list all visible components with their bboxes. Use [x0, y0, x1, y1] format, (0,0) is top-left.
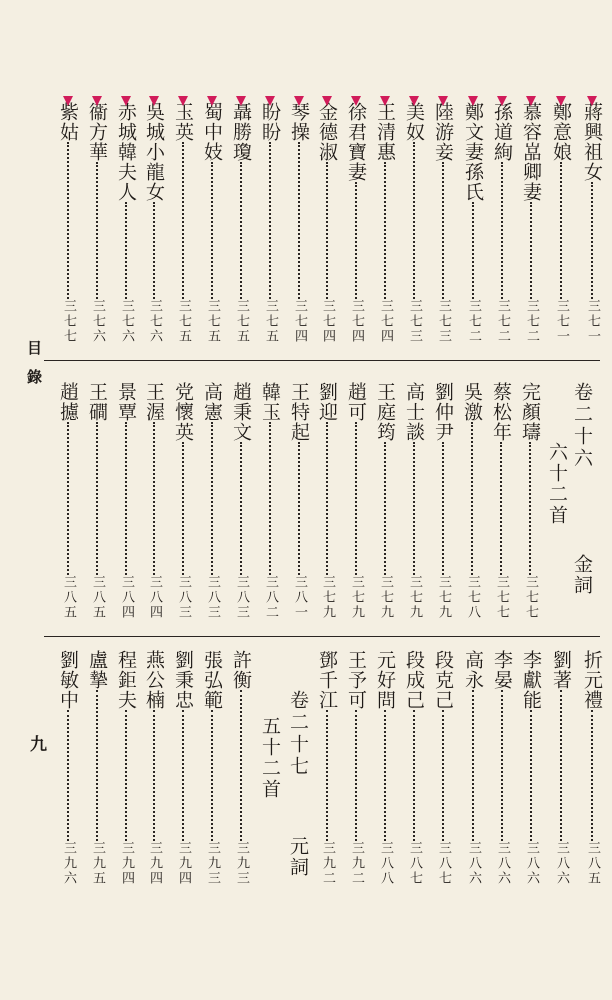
leader-dots	[67, 422, 69, 575]
toc-entry	[517, 650, 545, 894]
entry-name: 折元禮	[581, 650, 603, 710]
red-tab-marker	[556, 96, 566, 106]
toc-entry	[459, 102, 487, 352]
leader-dots	[500, 442, 502, 575]
entry-page: 三八五	[90, 575, 105, 620]
running-head: 目錄	[25, 340, 43, 398]
toc-entry	[516, 382, 544, 628]
entry-page: 三八五	[585, 841, 600, 886]
entry-page: 三七四	[349, 299, 364, 344]
leader-dots	[326, 422, 328, 575]
toc-entry	[256, 102, 284, 352]
red-tab-marker	[149, 96, 159, 106]
entry-name: 劉敏中	[57, 650, 79, 710]
leader-dots	[384, 710, 386, 841]
entry-page: 三七四	[320, 299, 335, 344]
entry-page: 三九二	[320, 841, 335, 886]
entry-name: 王予可	[345, 650, 367, 710]
entry-page: 三八三	[234, 575, 249, 620]
entry-page: 三七五	[205, 299, 220, 344]
entry-page: 三七四	[292, 299, 307, 344]
leader-dots	[211, 710, 213, 841]
entry-name: 蔣興祖女	[581, 102, 603, 182]
entry-page: 三七七	[523, 575, 538, 620]
leader-dots	[501, 162, 503, 299]
volume-heading: 卷二十七	[287, 690, 309, 778]
toc-entry	[285, 382, 313, 628]
entry-name: 鄭意娘	[550, 102, 572, 162]
page-number: 九	[26, 735, 46, 752]
entry-name: 玉英	[172, 102, 194, 142]
leader-dots	[560, 690, 562, 841]
entry-page: 三七九	[320, 575, 335, 620]
dynasty-tag: 元詞	[287, 836, 309, 878]
leader-dots	[125, 710, 127, 841]
toc-entry	[488, 102, 516, 352]
entry-name: 高憲	[201, 382, 223, 422]
entry-page: 三九四	[176, 841, 191, 886]
entry-page: 三七二	[495, 299, 510, 344]
leader-dots	[355, 422, 357, 575]
entry-name: 美奴	[403, 102, 425, 142]
leader-dots	[413, 142, 415, 299]
toc-entry	[342, 650, 370, 894]
leader-dots	[298, 442, 300, 575]
entry-name: 王渥	[143, 382, 165, 422]
entry-page: 三八一	[292, 575, 307, 620]
entry-name: 孫道絢	[491, 102, 513, 162]
leader-dots	[182, 710, 184, 841]
leader-dots	[269, 142, 271, 299]
toc-entry	[371, 102, 399, 352]
entry-name: 盼盼	[259, 102, 281, 142]
toc-entry	[227, 650, 255, 894]
entry-name: 党懷英	[172, 382, 194, 442]
toc-entry	[429, 650, 457, 894]
leader-dots	[298, 142, 300, 299]
entry-name: 慕容嵓卿妻	[520, 102, 542, 202]
entry-name: 高永	[462, 650, 484, 690]
entry-page: 三七一	[585, 299, 600, 344]
toc-entry	[578, 102, 606, 352]
entry-page: 三八四	[119, 575, 134, 620]
toc-entry	[83, 382, 111, 628]
entry-page: 三七五	[234, 299, 249, 344]
entry-page: 三八六	[554, 841, 569, 886]
entry-page: 三八七	[436, 841, 451, 886]
entry-name: 完顏璹	[519, 382, 541, 442]
red-tab-marker	[178, 96, 188, 106]
entry-name: 紫姑	[57, 102, 79, 142]
toc-entry	[517, 102, 545, 352]
toc-entry	[313, 382, 341, 628]
entry-page: 三八三	[176, 575, 191, 620]
entry-name: 王庭筠	[374, 382, 396, 442]
entry-page: 三九三	[205, 841, 220, 886]
leader-dots	[530, 710, 532, 841]
entry-name: 趙可	[345, 382, 367, 422]
leader-dots	[211, 422, 213, 575]
entry-name: 王清惠	[374, 102, 396, 162]
entry-page: 三七一	[554, 299, 569, 344]
entry-name: 劉仲尹	[432, 382, 454, 442]
entry-page: 三七九	[407, 575, 422, 620]
entry-name: 吳激	[461, 382, 483, 422]
red-tab-marker	[322, 96, 332, 106]
entry-page: 三七六	[119, 299, 134, 344]
toc-entry	[83, 102, 111, 352]
dynasty-tag: 金詞	[571, 554, 593, 596]
entry-name: 高士談	[403, 382, 425, 442]
entry-page: 三九五	[90, 841, 105, 886]
entry-page: 三八二	[263, 575, 278, 620]
toc-entry	[227, 102, 255, 352]
toc-entry	[140, 650, 168, 894]
leader-dots	[182, 442, 184, 575]
entry-name: 程鉅夫	[115, 650, 137, 710]
leader-dots	[96, 690, 98, 841]
toc-entry	[83, 650, 111, 894]
entry-name: 盧摯	[86, 650, 108, 690]
toc-entry	[169, 102, 197, 352]
red-tab-marker	[409, 96, 419, 106]
leader-dots	[472, 202, 474, 299]
poem-count: 五十二首	[259, 716, 281, 800]
entry-name: 劉秉忠	[172, 650, 194, 710]
entry-name: 張弘範	[201, 650, 223, 710]
entry-name: 趙攄	[57, 382, 79, 422]
red-tab-marker	[526, 96, 536, 106]
toc-entry	[54, 382, 82, 628]
leader-dots	[384, 162, 386, 299]
leader-dots	[471, 422, 473, 575]
leader-dots	[240, 690, 242, 841]
entry-page: 三九二	[349, 841, 364, 886]
toc-entry	[112, 102, 140, 352]
red-tab-marker	[265, 96, 275, 106]
entry-name: 劉著	[550, 650, 572, 690]
leader-dots	[153, 202, 155, 299]
entry-page: 三七六	[90, 299, 105, 344]
leader-dots	[240, 442, 242, 575]
red-tab-marker	[207, 96, 217, 106]
leader-dots	[355, 710, 357, 841]
red-tab-marker	[438, 96, 448, 106]
leader-dots	[501, 690, 503, 841]
toc-entry	[140, 382, 168, 628]
toc-entry	[198, 650, 226, 894]
entry-page: 三八五	[61, 575, 76, 620]
entry-page: 三七四	[378, 299, 393, 344]
red-tab-marker	[294, 96, 304, 106]
entry-name: 赤城韓夫人	[115, 102, 137, 202]
leader-dots	[529, 442, 531, 575]
toc-entry	[112, 650, 140, 894]
toc-entry	[578, 650, 606, 894]
entry-page: 三七五	[176, 299, 191, 344]
toc-entry	[169, 382, 197, 628]
entry-page: 三七七	[494, 575, 509, 620]
entry-page: 三八六	[495, 841, 510, 886]
toc-entry	[169, 650, 197, 894]
entry-page: 三七六	[147, 299, 162, 344]
toc-entry	[313, 102, 341, 352]
red-tab-marker	[351, 96, 361, 106]
red-tab-marker	[380, 96, 390, 106]
leader-dots	[153, 422, 155, 575]
entry-page: 三八三	[205, 575, 220, 620]
entry-page: 三七五	[263, 299, 278, 344]
leader-dots	[384, 442, 386, 575]
entry-page: 三七七	[61, 299, 76, 344]
leader-dots	[96, 162, 98, 299]
entry-page: 三八七	[407, 841, 422, 886]
toc-entry	[140, 102, 168, 352]
toc-entry	[400, 382, 428, 628]
leader-dots	[442, 162, 444, 299]
entry-page: 三七九	[378, 575, 393, 620]
poem-count: 六十二首	[546, 442, 568, 526]
toc-entry	[371, 382, 399, 628]
rule-top	[44, 360, 600, 361]
toc-entry	[227, 382, 255, 628]
entry-page: 三七三	[436, 299, 451, 344]
entry-page: 三八八	[378, 841, 393, 886]
leader-dots	[211, 162, 213, 299]
toc-entry	[429, 102, 457, 352]
entry-page: 三八六	[524, 841, 539, 886]
red-tab-marker	[92, 96, 102, 106]
red-tab-marker	[236, 96, 246, 106]
entry-page: 三八四	[147, 575, 162, 620]
leader-dots	[96, 422, 98, 575]
entry-page: 三七二	[466, 299, 481, 344]
toc-entry	[459, 650, 487, 894]
toc-entry	[458, 382, 486, 628]
entry-page: 三七九	[349, 575, 364, 620]
entry-name: 蔡松年	[490, 382, 512, 442]
leader-dots	[125, 422, 127, 575]
entry-name: 金德淑	[316, 102, 338, 162]
toc-entry	[54, 650, 82, 894]
toc-entry	[371, 650, 399, 894]
entry-name: 衞方華	[86, 102, 108, 162]
red-tab-marker	[468, 96, 478, 106]
toc-entry	[488, 650, 516, 894]
entry-name: 景覃	[115, 382, 137, 422]
leader-dots	[560, 162, 562, 299]
leader-dots	[326, 710, 328, 841]
toc-entry	[285, 102, 313, 352]
entry-name: 陸游妾	[432, 102, 454, 162]
entry-name: 王特起	[288, 382, 310, 442]
toc-entry	[256, 382, 284, 628]
toc-entry	[487, 382, 515, 628]
entry-name: 元好問	[374, 650, 396, 710]
entry-page: 三九四	[119, 841, 134, 886]
entry-name: 段成己	[403, 650, 425, 710]
entry-page: 三九四	[147, 841, 162, 886]
entry-name: 李晏	[491, 650, 513, 690]
entry-name: 趙秉文	[230, 382, 252, 442]
leader-dots	[442, 710, 444, 841]
toc-entry	[313, 650, 341, 894]
entry-name: 鄧千江	[316, 650, 338, 710]
leader-dots	[472, 690, 474, 841]
leader-dots	[240, 162, 242, 299]
toc-entry	[112, 382, 140, 628]
toc-entry	[342, 382, 370, 628]
red-tab-marker	[63, 96, 73, 106]
rule-bottom	[44, 636, 600, 637]
entry-name: 琴操	[288, 102, 310, 142]
entry-page: 三八六	[466, 841, 481, 886]
red-tab-marker	[121, 96, 131, 106]
leader-dots	[153, 710, 155, 841]
toc-entry	[400, 102, 428, 352]
entry-page: 三七三	[407, 299, 422, 344]
entry-page: 三九六	[61, 841, 76, 886]
toc-entry	[547, 650, 575, 894]
leader-dots	[530, 202, 532, 299]
entry-name: 劉迎	[316, 382, 338, 422]
toc-entry	[400, 650, 428, 894]
entry-name: 蜀中妓	[201, 102, 223, 162]
leader-dots	[182, 142, 184, 299]
toc-entry	[54, 102, 82, 352]
entry-name: 燕公楠	[143, 650, 165, 710]
entry-name: 李獻能	[520, 650, 542, 710]
leader-dots	[591, 710, 593, 841]
red-tab-marker	[497, 96, 507, 106]
red-tab-marker	[587, 96, 597, 106]
leader-dots	[413, 442, 415, 575]
entry-name: 韓玉	[259, 382, 281, 422]
entry-name: 王磵	[86, 382, 108, 422]
entry-name: 聶勝瓊	[230, 102, 252, 162]
leader-dots	[67, 142, 69, 299]
entry-page: 三九三	[234, 841, 249, 886]
leader-dots	[269, 422, 271, 575]
leader-dots	[591, 182, 593, 299]
entry-name: 鄭文妻孫氏	[462, 102, 484, 202]
entry-page: 三七九	[436, 575, 451, 620]
toc-entry	[342, 102, 370, 352]
entry-page: 三七二	[524, 299, 539, 344]
entry-page: 三七八	[465, 575, 480, 620]
leader-dots	[67, 710, 69, 841]
leader-dots	[442, 442, 444, 575]
toc-entry	[198, 102, 226, 352]
entry-name: 段克己	[432, 650, 454, 710]
leader-dots	[125, 202, 127, 299]
toc-entry	[429, 382, 457, 628]
toc-entry	[198, 382, 226, 628]
leader-dots	[355, 182, 357, 299]
leader-dots	[413, 710, 415, 841]
entry-name: 徐君寶妻	[345, 102, 367, 182]
volume-heading: 卷二十六	[571, 382, 593, 470]
toc-entry	[547, 102, 575, 352]
entry-name: 許衡	[230, 650, 252, 690]
leader-dots	[326, 162, 328, 299]
entry-name: 吳城小龍女	[143, 102, 165, 202]
